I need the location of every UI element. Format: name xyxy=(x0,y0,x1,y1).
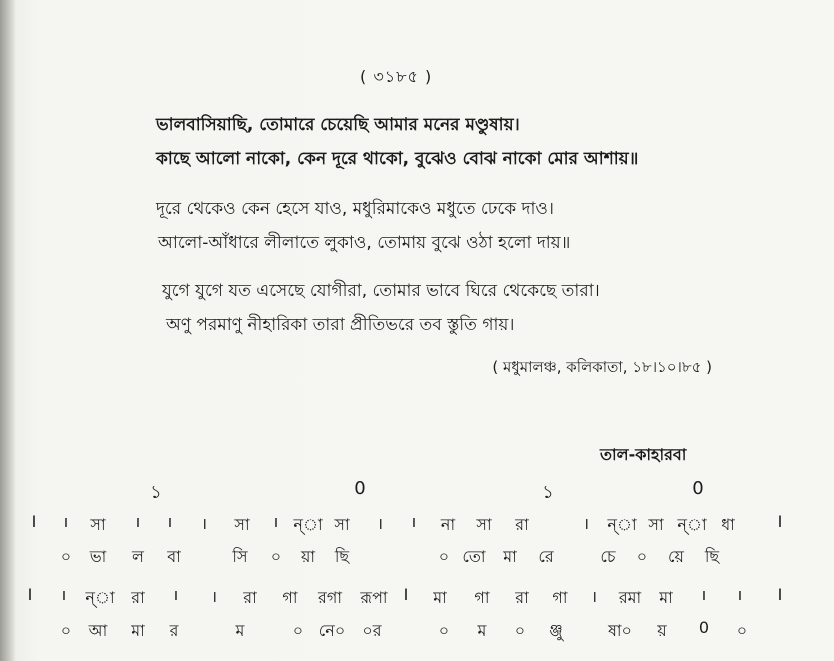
notation-cell: রা xyxy=(243,588,257,607)
lyric-syllable: ০ xyxy=(60,547,72,566)
lyric-syllable: 0 xyxy=(698,618,710,637)
lyric-syllable: ভা xyxy=(89,547,107,566)
lyric-syllable: ০ xyxy=(438,547,450,566)
beat-mark: ১ xyxy=(542,482,554,503)
tala-label: তাল-কাহারবা xyxy=(600,445,687,464)
source-citation: ( মধুমালঞ্চ, কলিকাতা, ১৮।১০।৮৫ ) xyxy=(492,358,712,376)
notation-cell: রমা xyxy=(618,588,642,607)
notation-cell: ı xyxy=(61,585,67,604)
notation-cell: ন্‌া xyxy=(677,515,707,534)
notation-cell: I xyxy=(777,585,783,604)
lyric-line-2: কাছে আলো নাকো, কেন দূরে থাকো, বুঝেও বোঝ নাকো মোর আশায়॥ xyxy=(156,149,639,169)
lyric-syllable: র xyxy=(169,621,179,640)
notation-cell: ı xyxy=(167,512,173,531)
lyric-syllable: ০ xyxy=(438,621,450,640)
lyric-syllable: ম xyxy=(477,621,487,640)
notation-cell: ı xyxy=(63,512,69,531)
notation-cell: । xyxy=(582,514,590,533)
lyric-line-3: দূরে থেকেও কেন হেসে যাও, মধুরিমাকেও মধুতে ঢেকে দাও। xyxy=(156,199,554,219)
notation-cell: । xyxy=(200,514,208,533)
notation-cell: ধা xyxy=(721,515,735,534)
lyric-syllable: বা xyxy=(167,547,181,566)
notation-cell: ı xyxy=(701,585,707,604)
notation-cell: I xyxy=(403,585,409,604)
notation-cell: ı xyxy=(135,512,141,531)
lyric-line-6: অণু পরমাণু নীহারিকা তারা প্রীতিভরে তব স্তুতি গায়। xyxy=(166,315,515,335)
lyric-syllable: য়ে xyxy=(668,547,684,566)
lyric-syllable: ০ xyxy=(292,621,304,640)
beat-mark: ১ xyxy=(150,482,162,503)
lyric-syllable: য়া xyxy=(300,547,316,566)
lyric-syllable: মা xyxy=(503,547,517,566)
lyric-syllable: তো xyxy=(462,547,486,566)
notation-cell: । xyxy=(376,514,384,533)
lyric-line-5: যুগে যুগে যত এসেছে যোগীরা, তোমার ভাবে ঘিরে থেকেছে তারা। xyxy=(162,281,600,301)
notation-cell: সা xyxy=(648,515,664,534)
book-spine-shadow xyxy=(0,0,16,661)
notation-cell: ı xyxy=(737,585,743,604)
notation-cell: রা xyxy=(515,588,529,607)
notation-cell: রা xyxy=(131,588,145,607)
notation-cell: গা xyxy=(282,588,298,607)
notation-cell: I xyxy=(31,512,37,531)
notation-cell: রা xyxy=(515,515,529,534)
lyric-syllable: ০ xyxy=(736,621,748,640)
lyric-syllable: ০ xyxy=(60,621,72,640)
lyric-syllable: ০ xyxy=(636,547,648,566)
notation-cell: সা xyxy=(90,515,106,534)
song-number: ( ৩১৮৫ ) xyxy=(360,67,433,86)
lyric-syllable: মা xyxy=(131,621,145,640)
notation-cell: সা xyxy=(334,515,350,534)
notation-cell: I xyxy=(27,585,33,604)
notation-cell: মা xyxy=(433,588,447,607)
lyric-syllable: রে xyxy=(538,547,554,566)
lyric-syllable: ল xyxy=(132,547,144,566)
notation-cell: গা xyxy=(552,588,568,607)
notation-cell: ন্‌া xyxy=(607,515,637,534)
lyric-syllable: ০ xyxy=(270,547,282,566)
notation-cell: ı xyxy=(411,512,417,531)
notation-cell: ন্‌া xyxy=(85,588,115,607)
beat-mark: 0 xyxy=(692,478,704,499)
notation-cell: । xyxy=(210,587,218,606)
notation-cell: রূপা xyxy=(360,588,388,607)
lyric-syllable: ছি xyxy=(704,547,720,566)
lyric-syllable: ম xyxy=(235,621,245,640)
lyric-syllable: য় xyxy=(657,621,667,640)
lyric-syllable: ০ xyxy=(514,621,526,640)
notation-cell: ı xyxy=(273,512,279,531)
lyric-syllable: আ xyxy=(88,621,108,640)
notation-cell: ন্‌া xyxy=(293,515,323,534)
lyric-syllable: সি xyxy=(232,547,248,566)
lyric-syllable: ০র xyxy=(362,621,382,640)
notation-cell: সা xyxy=(234,515,250,534)
notation-cell: I xyxy=(777,512,783,531)
lyric-syllable: নে০ xyxy=(318,621,346,640)
notation-cell: রগা xyxy=(318,588,342,607)
lyric-line-1: ভালবাসিয়াছি, তোমারে চেয়েছি আমার মনের মণ্ডুষায়। xyxy=(156,115,520,135)
lyric-syllable: ষা০ xyxy=(608,621,632,640)
notation-cell: না xyxy=(440,515,456,534)
notation-cell: সা xyxy=(476,515,492,534)
notation-cell: । xyxy=(590,587,598,606)
lyric-syllable: চে xyxy=(600,547,616,566)
lyric-syllable: ছি xyxy=(334,547,350,566)
notation-cell: গা xyxy=(474,588,490,607)
lyric-line-4: আলো-আঁধারে লীলাতে লুকাও, তোমায় বুঝে ওঠা হলো দায়॥ xyxy=(158,233,571,253)
lyric-syllable: ঞ্জু xyxy=(549,621,563,640)
notation-cell: ı xyxy=(173,585,179,604)
beat-mark: 0 xyxy=(354,478,366,499)
notation-cell: মা xyxy=(659,588,673,607)
